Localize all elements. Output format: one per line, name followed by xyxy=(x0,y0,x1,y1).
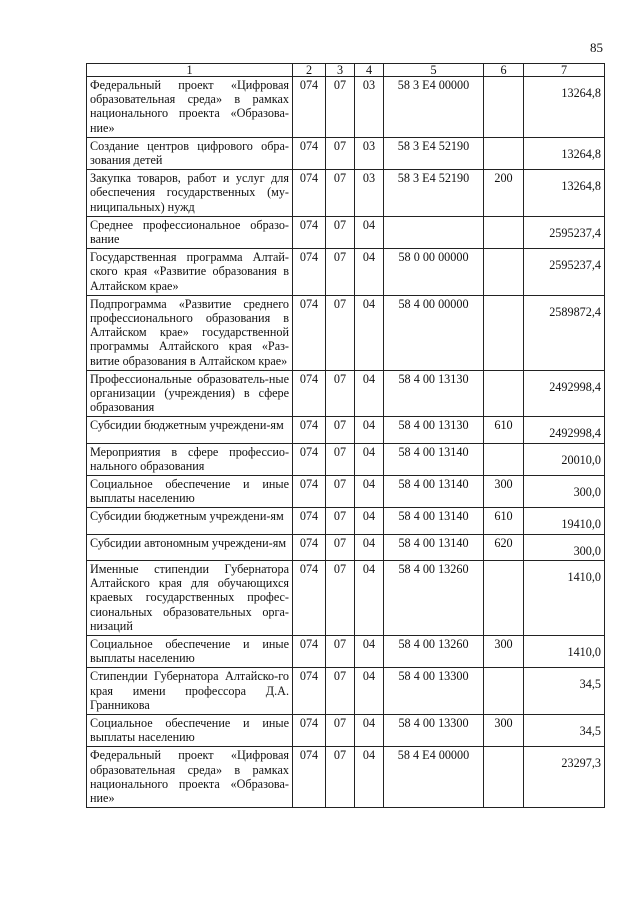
row-name-cell: Именные стипендии Губернатора Алтайского края для обучающихся краевых государственных профес-сиональных образовательных орга-низаций xyxy=(87,560,293,635)
row-grbs-cell: 074 xyxy=(293,77,326,138)
row-name-cell: Субсидии автономным учреждени-ям xyxy=(87,534,293,560)
row-name-cell: Мероприятия в сфере профессио-нального образования xyxy=(87,443,293,475)
row-section-cell: 07 xyxy=(326,747,355,808)
table-row xyxy=(87,668,605,715)
row-section-cell: 07 xyxy=(326,534,355,560)
row-expense-type-cell: 610 xyxy=(484,417,524,443)
row-target-article-cell xyxy=(384,216,484,248)
row-amount-cell: 2595237,4 xyxy=(524,216,605,248)
row-amount-cell: 23297,3 xyxy=(524,747,605,808)
row-expense-type-cell xyxy=(484,370,524,417)
table-row xyxy=(87,77,605,138)
header-cell: 4 xyxy=(355,64,384,77)
row-section-cell: 07 xyxy=(326,635,355,667)
row-subsection-cell: 04 xyxy=(355,443,384,475)
row-expense-type-cell xyxy=(484,668,524,715)
row-subsection-cell: 04 xyxy=(355,534,384,560)
table-row xyxy=(87,747,605,808)
row-expense-type-cell xyxy=(484,560,524,635)
row-grbs-cell: 074 xyxy=(293,137,326,169)
row-name-cell: Федеральный проект «Цифровая образовательная среда» в рамках национального проекта «Образова-ние» xyxy=(87,77,293,138)
row-section-cell: 07 xyxy=(326,443,355,475)
row-section-cell: 07 xyxy=(326,216,355,248)
row-section-cell: 07 xyxy=(326,249,355,296)
row-amount-cell: 1410,0 xyxy=(524,560,605,635)
row-section-cell: 07 xyxy=(326,137,355,169)
row-subsection-cell: 04 xyxy=(355,476,384,508)
row-expense-type-cell xyxy=(484,443,524,475)
row-amount-cell: 34,5 xyxy=(524,668,605,715)
row-section-cell: 07 xyxy=(326,370,355,417)
row-target-article-cell: 58 4 00 13130 xyxy=(384,417,484,443)
row-grbs-cell: 074 xyxy=(293,443,326,475)
table-row xyxy=(87,560,605,635)
row-name-cell: Субсидии бюджетным учреждени-ям xyxy=(87,508,293,534)
row-target-article-cell: 58 3 E4 00000 xyxy=(384,77,484,138)
row-grbs-cell: 074 xyxy=(293,668,326,715)
row-expense-type-cell xyxy=(484,249,524,296)
row-expense-type-cell: 620 xyxy=(484,534,524,560)
table-row xyxy=(87,635,605,667)
row-target-article-cell: 58 3 E4 52190 xyxy=(384,170,484,217)
row-subsection-cell: 04 xyxy=(355,216,384,248)
row-subsection-cell: 04 xyxy=(355,747,384,808)
row-target-article-cell: 58 4 00 13140 xyxy=(384,508,484,534)
table-row xyxy=(87,476,605,508)
row-amount-cell: 13264,8 xyxy=(524,77,605,138)
header-row xyxy=(87,64,605,77)
page-number: 85 xyxy=(590,40,603,55)
row-grbs-cell: 074 xyxy=(293,370,326,417)
row-amount-cell: 20010,0 xyxy=(524,443,605,475)
row-subsection-cell: 04 xyxy=(355,668,384,715)
row-grbs-cell: 074 xyxy=(293,635,326,667)
row-name-cell: Социальное обеспечение и иные выплаты населению xyxy=(87,714,293,746)
table-row xyxy=(87,508,605,534)
header-cell: 2 xyxy=(293,64,326,77)
table-row xyxy=(87,295,605,370)
budget-table xyxy=(86,63,605,808)
row-subsection-cell: 04 xyxy=(355,714,384,746)
row-expense-type-cell xyxy=(484,295,524,370)
row-amount-cell: 2492998,4 xyxy=(524,417,605,443)
row-expense-type-cell xyxy=(484,747,524,808)
header-cell: 5 xyxy=(384,64,484,77)
table-body xyxy=(87,77,605,808)
row-target-article-cell: 58 4 00 13260 xyxy=(384,560,484,635)
row-target-article-cell: 58 4 00 13260 xyxy=(384,635,484,667)
row-section-cell: 07 xyxy=(326,417,355,443)
row-expense-type-cell xyxy=(484,137,524,169)
row-subsection-cell: 04 xyxy=(355,417,384,443)
row-name-cell: Субсидии бюджетным учреждени-ям xyxy=(87,417,293,443)
row-amount-cell: 13264,8 xyxy=(524,137,605,169)
row-expense-type-cell: 300 xyxy=(484,635,524,667)
row-subsection-cell: 04 xyxy=(355,560,384,635)
header-cell: 7 xyxy=(524,64,605,77)
row-target-article-cell: 58 4 00 13130 xyxy=(384,370,484,417)
row-section-cell: 07 xyxy=(326,668,355,715)
row-target-article-cell: 58 4 E4 00000 xyxy=(384,747,484,808)
table-row xyxy=(87,249,605,296)
row-amount-cell: 2595237,4 xyxy=(524,249,605,296)
row-expense-type-cell xyxy=(484,216,524,248)
row-grbs-cell: 074 xyxy=(293,476,326,508)
row-subsection-cell: 03 xyxy=(355,77,384,138)
table-row xyxy=(87,443,605,475)
row-amount-cell: 1410,0 xyxy=(524,635,605,667)
row-name-cell: Закупка товаров, работ и услуг для обеспечения государственных (му-ниципальных) нужд xyxy=(87,170,293,217)
row-name-cell: Федеральный проект «Цифровая образовательная среда» в рамках национального проекта «Образова-ние» xyxy=(87,747,293,808)
row-target-article-cell: 58 4 00 13140 xyxy=(384,534,484,560)
table-row xyxy=(87,137,605,169)
header-cell: 3 xyxy=(326,64,355,77)
row-grbs-cell: 074 xyxy=(293,295,326,370)
row-subsection-cell: 03 xyxy=(355,170,384,217)
row-section-cell: 07 xyxy=(326,508,355,534)
row-section-cell: 07 xyxy=(326,560,355,635)
row-grbs-cell: 074 xyxy=(293,560,326,635)
row-subsection-cell: 04 xyxy=(355,249,384,296)
row-name-cell: Стипендии Губернатора Алтайско-го края имени профессора Д.А. Гранникова xyxy=(87,668,293,715)
header-cell: 1 xyxy=(87,64,293,77)
row-amount-cell: 19410,0 xyxy=(524,508,605,534)
row-target-article-cell: 58 4 00 13300 xyxy=(384,714,484,746)
table-row xyxy=(87,216,605,248)
row-grbs-cell: 074 xyxy=(293,747,326,808)
row-grbs-cell: 074 xyxy=(293,249,326,296)
row-section-cell: 07 xyxy=(326,295,355,370)
row-subsection-cell: 04 xyxy=(355,295,384,370)
table-row xyxy=(87,417,605,443)
row-name-cell: Создание центров цифрового обра-зования детей xyxy=(87,137,293,169)
table-row xyxy=(87,370,605,417)
row-target-article-cell: 58 0 00 00000 xyxy=(384,249,484,296)
row-name-cell: Социальное обеспечение и иные выплаты населению xyxy=(87,476,293,508)
row-section-cell: 07 xyxy=(326,77,355,138)
row-grbs-cell: 074 xyxy=(293,508,326,534)
row-amount-cell: 300,0 xyxy=(524,476,605,508)
row-expense-type-cell: 300 xyxy=(484,714,524,746)
row-name-cell: Государственная программа Алтай-ского края «Развитие образования в Алтайском крае» xyxy=(87,249,293,296)
row-amount-cell: 300,0 xyxy=(524,534,605,560)
table-row xyxy=(87,534,605,560)
row-name-cell: Профессиональные образователь-ные организации (учреждения) в сфере образования xyxy=(87,370,293,417)
row-target-article-cell: 58 4 00 13140 xyxy=(384,476,484,508)
header-cell: 6 xyxy=(484,64,524,77)
row-subsection-cell: 04 xyxy=(355,370,384,417)
row-grbs-cell: 074 xyxy=(293,534,326,560)
row-amount-cell: 2492998,4 xyxy=(524,370,605,417)
row-section-cell: 07 xyxy=(326,170,355,217)
row-grbs-cell: 074 xyxy=(293,714,326,746)
row-grbs-cell: 074 xyxy=(293,170,326,217)
row-expense-type-cell xyxy=(484,77,524,138)
row-name-cell: Социальное обеспечение и иные выплаты населению xyxy=(87,635,293,667)
row-subsection-cell: 04 xyxy=(355,635,384,667)
row-target-article-cell: 58 4 00 13300 xyxy=(384,668,484,715)
row-subsection-cell: 04 xyxy=(355,508,384,534)
row-subsection-cell: 03 xyxy=(355,137,384,169)
row-target-article-cell: 58 4 00 00000 xyxy=(384,295,484,370)
row-expense-type-cell: 300 xyxy=(484,476,524,508)
row-expense-type-cell: 610 xyxy=(484,508,524,534)
row-target-article-cell: 58 3 E4 52190 xyxy=(384,137,484,169)
row-amount-cell: 13264,8 xyxy=(524,170,605,217)
row-grbs-cell: 074 xyxy=(293,417,326,443)
row-section-cell: 07 xyxy=(326,714,355,746)
table-row xyxy=(87,714,605,746)
row-grbs-cell: 074 xyxy=(293,216,326,248)
row-amount-cell: 34,5 xyxy=(524,714,605,746)
row-amount-cell: 2589872,4 xyxy=(524,295,605,370)
row-expense-type-cell: 200 xyxy=(484,170,524,217)
row-name-cell: Среднее профессиональное образо-вание xyxy=(87,216,293,248)
row-section-cell: 07 xyxy=(326,476,355,508)
row-name-cell: Подпрограмма «Развитие среднего профессионального образования в Алтайском крае» государственной программы Алтайского края «Раз-витие образования в Алтайском крае» xyxy=(87,295,293,370)
table-row xyxy=(87,170,605,217)
row-target-article-cell: 58 4 00 13140 xyxy=(384,443,484,475)
